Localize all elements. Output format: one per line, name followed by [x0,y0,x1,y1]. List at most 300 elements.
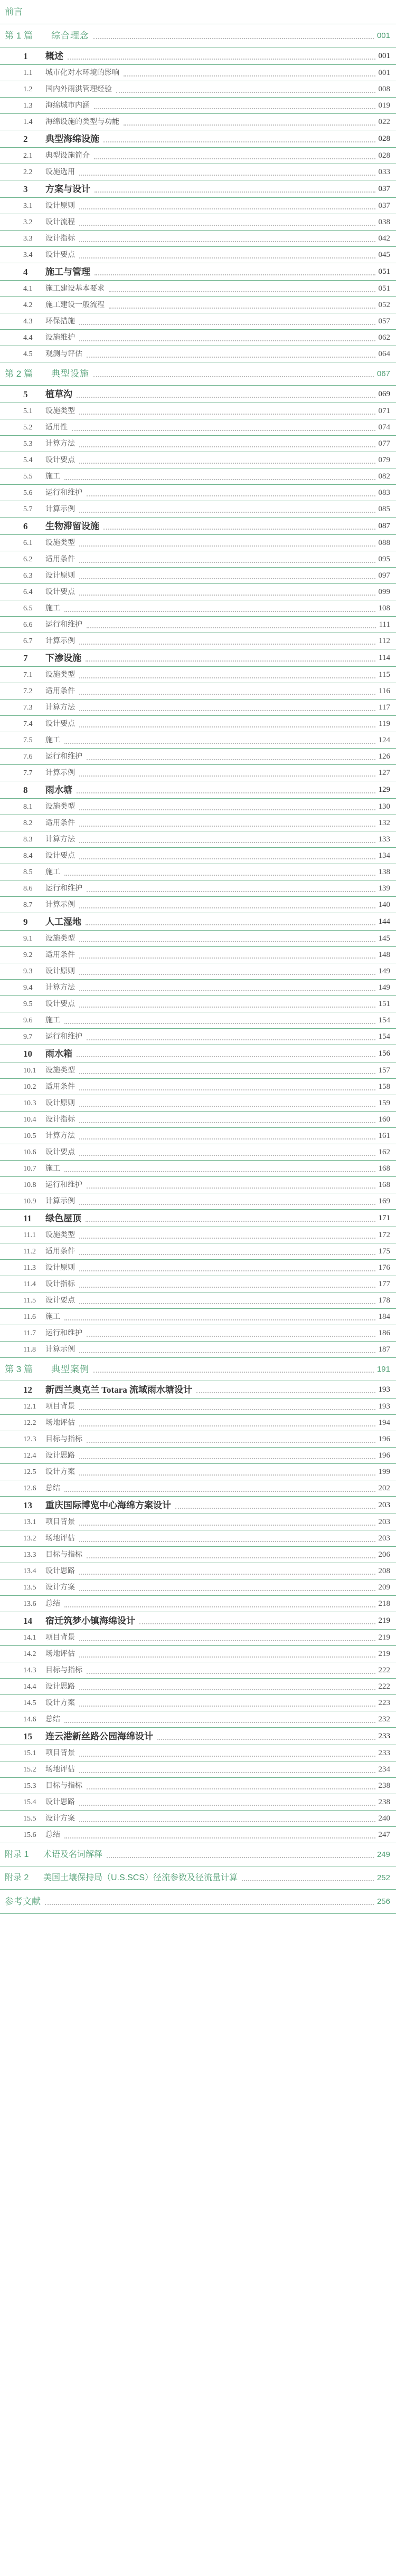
toc-section-row[interactable] [0,1342,396,1358]
section-number: 4.5 [23,350,33,358]
toc-section-row[interactable] [0,1276,396,1292]
page-number: 114 [379,654,390,663]
toc-section-row[interactable] [0,231,396,247]
dot-leader [77,1056,375,1057]
section-number: 2.2 [23,168,33,176]
page-number: 154 [378,1032,390,1041]
dot-leader [79,324,375,325]
dot-leader [79,858,375,859]
chapter-number: 3 [23,184,28,194]
page-number: 097 [378,571,390,580]
toc-section-row[interactable] [0,831,396,848]
section-number: 14.6 [23,1715,36,1723]
section-number: 8.7 [23,901,33,909]
section-number: 5.2 [23,423,33,432]
section-title: 设计指标 [45,1280,75,1288]
section-number: 15.3 [23,1782,36,1790]
toc-section-row[interactable] [0,1029,396,1045]
section-title: 总结 [45,1600,60,1608]
section-number: 10.1 [23,1066,36,1075]
section-title: 典型设施简介 [45,151,90,160]
page-number: 223 [378,1699,390,1708]
dot-leader [79,1303,375,1304]
toc-chapter-row[interactable] [0,47,396,65]
toc-section-row[interactable] [0,633,396,649]
section-number: 13.6 [23,1600,36,1608]
toc-section-row[interactable] [0,815,396,831]
toc-section-row[interactable] [0,1695,396,1711]
toc-chapter-row[interactable] [0,913,396,931]
page-number: 139 [378,884,390,893]
chapter-title: 重庆国际博览中心海绵方案设计 [45,1500,171,1510]
section-title: 设计原则 [45,967,75,975]
section-title: 适用条件 [45,951,75,959]
toc-section-row[interactable] [0,1128,396,1144]
page-number: 157 [378,1066,390,1075]
chapter-number: 15 [23,1731,32,1741]
toc-section-row[interactable] [0,1646,396,1662]
page-number: 083 [378,489,390,497]
toc-section-row[interactable] [0,1431,396,1448]
part-title: 综合理念 [51,31,89,41]
dot-leader [68,59,375,60]
dot-leader [79,710,375,711]
page-number: 203 [378,1518,390,1527]
toc-section-row[interactable] [0,1579,396,1596]
section-number: 5.5 [23,472,33,481]
section-number: 14.5 [23,1699,36,1707]
section-title: 设施类型 [45,407,75,415]
toc-section-row[interactable] [0,452,396,468]
section-number: 9.4 [23,983,33,992]
toc-section-row[interactable] [0,403,396,419]
page-number: 171 [378,1214,390,1223]
dot-leader [64,743,375,744]
page-number: 038 [378,218,390,227]
section-number: 9.1 [23,934,33,943]
toc-section-row[interactable] [0,468,396,485]
toc-section-row[interactable] [0,799,396,815]
dot-leader [79,1122,375,1123]
dot-leader [79,1352,375,1353]
page-number: 145 [378,934,390,943]
toc-section-row[interactable] [0,1292,396,1309]
toc-section-row[interactable] [0,1811,396,1827]
toc-section-row[interactable] [0,1095,396,1112]
toc-section-row[interactable] [0,1563,396,1579]
dot-leader [72,430,375,431]
toc-section-row[interactable] [0,1745,396,1761]
section-number: 4.4 [23,333,33,342]
toc-section-row[interactable] [0,501,396,518]
section-number: 10.4 [23,1115,36,1124]
section-number: 12.6 [23,1484,36,1492]
toc-section-row[interactable] [0,1547,396,1563]
references-title: 参考文献 [5,1897,41,1907]
toc-section-row[interactable] [0,1079,396,1095]
page-number: 187 [378,1345,390,1354]
toc-chapter-row[interactable] [0,649,396,667]
preface-title: 前言 [5,7,23,17]
toc-section-row[interactable] [0,848,396,864]
section-number: 8.2 [23,819,33,827]
toc-section-row[interactable] [0,963,396,980]
page-number: 194 [378,1419,390,1428]
section-title: 适用条件 [45,819,75,827]
section-title: 运行和维护 [45,1181,82,1189]
toc-section-row[interactable] [0,947,396,963]
chapter-title: 概述 [45,51,63,61]
toc-section-row[interactable] [0,419,396,436]
section-number: 5.4 [23,456,33,464]
page-number: 209 [378,1583,390,1592]
toc-chapter-row[interactable] [0,1497,396,1514]
toc-section-row[interactable] [0,1448,396,1464]
toc-section-row[interactable] [0,1464,396,1480]
page-number: 079 [378,456,390,465]
page-number: 256 [376,1897,390,1906]
toc-section-row[interactable] [0,1012,396,1029]
section-number: 10.3 [23,1099,36,1107]
page-number: 001 [378,69,390,78]
toc-chapter-row[interactable] [0,1381,396,1399]
section-title: 设计原则 [45,1099,75,1107]
page-number: 112 [379,637,390,646]
section-number: 6.4 [23,588,33,596]
dot-leader [77,792,375,793]
toc-section-row[interactable] [0,931,396,947]
section-title: 运行和维护 [45,489,82,497]
page-number: 169 [378,1197,390,1206]
page-number: 219 [378,1633,390,1642]
toc-section-row[interactable] [0,765,396,781]
dot-leader [79,694,375,695]
toc-section-row[interactable] [0,1062,396,1079]
page-number: 151 [378,1000,390,1009]
page-number: 186 [378,1329,390,1338]
page-number: 234 [378,1765,390,1774]
section-title: 设施类型 [45,539,75,547]
toc-section-row[interactable] [0,164,396,180]
chapter-title: 连云港新丝路公园海绵设计 [45,1731,153,1741]
toc-section-row[interactable] [0,1596,396,1612]
toc-section-row[interactable] [0,1243,396,1260]
toc-section-row[interactable] [0,716,396,732]
section-number: 15.2 [23,1765,36,1774]
toc-section-row[interactable] [0,1161,396,1177]
toc-section-row[interactable] [0,1778,396,1794]
toc-section-row[interactable] [0,1662,396,1679]
chapter-title: 新西兰奥克兰 Totara 流域雨水塘设计 [45,1384,192,1395]
toc-appendix-row[interactable] [0,1843,396,1866]
page-number: 219 [378,1616,390,1625]
dot-leader [79,1474,375,1476]
toc-section-row[interactable] [0,313,396,330]
row-divider [0,1913,396,1914]
section-title: 项目背景 [45,1749,75,1757]
page-number: 196 [378,1451,390,1460]
toc-refs-row[interactable] [0,1890,396,1914]
section-title: 计算方法 [45,983,75,992]
section-title: 设计要点 [45,251,75,259]
toc-section-row[interactable] [0,1630,396,1646]
dot-leader [79,957,375,959]
section-title: 适用条件 [45,555,75,563]
toc-section-row[interactable] [0,281,396,297]
toc-appendix-row[interactable] [0,1866,396,1890]
toc-section-row[interactable] [0,1530,396,1547]
toc-section-row[interactable] [0,1193,396,1210]
page-number: 233 [378,1732,390,1741]
toc-section-row[interactable] [0,667,396,683]
toc-chapter-row[interactable] [0,180,396,198]
toc-chapter-row[interactable] [0,1210,396,1227]
section-title: 设计要点 [45,720,75,728]
toc-section-row[interactable] [0,617,396,633]
dot-leader [94,108,375,109]
dot-leader [45,1904,374,1905]
dot-leader [124,125,375,126]
page-number: 052 [378,301,390,310]
dot-leader [79,941,375,942]
toc-section-row[interactable] [0,732,396,749]
dot-leader [79,1756,375,1757]
dot-leader [79,1689,375,1690]
dot-leader [175,1508,375,1509]
chapter-number: 13 [23,1500,32,1510]
chapter-number: 4 [23,266,28,277]
section-title: 适用条件 [45,1083,75,1091]
page-number: 175 [378,1247,390,1256]
toc-section-row[interactable] [0,1794,396,1811]
toc-part-row[interactable] [0,1358,396,1381]
section-title: 观测与评估 [45,350,82,358]
section-number: 10.9 [23,1197,36,1205]
section-title: 设计要点 [45,1000,75,1008]
toc-chapter-row[interactable] [0,1612,396,1630]
page-number: 099 [378,588,390,597]
toc-part-row[interactable] [0,24,396,47]
appendix-title: 美国土壤保持局（U.S.SCS）径流参数及径流量计算 [43,1873,238,1883]
toc-section-row[interactable] [0,114,396,130]
toc-section-row[interactable] [0,897,396,913]
page-number: 208 [378,1567,390,1576]
dot-leader [87,1188,375,1189]
chapter-number: 9 [23,916,28,927]
section-number: 11.2 [23,1247,36,1256]
section-title: 施工建设基本要求 [45,284,105,293]
section-title: 设计方案 [45,1468,75,1476]
page-number: 177 [378,1280,390,1289]
chapter-title: 雨水塘 [45,784,72,795]
toc-chapter-row[interactable] [0,386,396,403]
chapter-title: 人工湿地 [45,916,81,927]
toc-section-row[interactable] [0,330,396,346]
toc-section-row[interactable] [0,1227,396,1243]
page-number: 116 [379,687,390,696]
chapter-number: 14 [23,1615,32,1626]
section-number: 7.3 [23,703,33,712]
section-number: 9.5 [23,1000,33,1008]
toc-section-row[interactable] [0,214,396,231]
section-title: 设计流程 [45,218,75,226]
toc-section-row[interactable] [0,198,396,214]
toc-section-row[interactable] [0,148,396,164]
dot-leader [139,1623,375,1624]
toc-section-row[interactable] [0,1399,396,1415]
page-number: 129 [378,786,390,794]
toc-section-row[interactable] [0,1711,396,1728]
section-title: 场地评估 [45,1534,75,1543]
section-title: 计算示例 [45,1345,75,1354]
section-number: 13.2 [23,1534,36,1543]
toc-section-row[interactable] [0,535,396,551]
dot-leader [79,907,375,908]
toc-section-row[interactable] [0,98,396,114]
section-number: 1.2 [23,85,33,93]
toc-section-row[interactable] [0,1514,396,1530]
section-title: 国内外雨洪管理经验 [45,85,112,93]
section-number: 3.2 [23,218,33,226]
toc-section-row[interactable] [0,1679,396,1695]
page-number: 159 [378,1099,390,1108]
toc-section-row[interactable] [0,1827,396,1843]
page-number: 249 [376,1850,390,1859]
dot-leader [64,479,375,480]
dot-leader [79,809,375,810]
toc-chapter-row[interactable] [0,130,396,148]
page-number: 193 [378,1402,390,1411]
dot-leader [64,611,375,612]
dot-leader [79,414,375,415]
toc-section-row[interactable] [0,749,396,765]
section-number: 7.1 [23,671,33,679]
toc-section-row[interactable] [0,600,396,617]
section-number: 12.3 [23,1435,36,1443]
dot-leader [79,257,375,258]
page-number: 087 [378,522,390,531]
toc-section-row[interactable] [0,551,396,568]
page-number: 154 [378,1016,390,1025]
section-title: 场地评估 [45,1650,75,1658]
section-number: 12.5 [23,1468,36,1476]
section-title: 运行和维护 [45,884,82,893]
page-number: 127 [378,769,390,778]
toc-section-row[interactable] [0,980,396,996]
toc-section-row[interactable] [0,1415,396,1431]
dot-leader [79,1409,375,1410]
toc-section-row[interactable] [0,1112,396,1128]
chapter-title: 雨水箱 [45,1048,72,1059]
dot-leader [79,512,375,513]
section-number: 8.6 [23,884,33,893]
toc-section-row[interactable] [0,1480,396,1497]
section-number: 15.6 [23,1831,36,1839]
dot-leader [79,578,375,579]
toc-section-row[interactable] [0,297,396,313]
dot-leader [95,191,375,193]
dot-leader [79,463,375,464]
toc-section-row[interactable] [0,880,396,897]
toc-chapter-row[interactable] [0,263,396,281]
page-number: 022 [378,118,390,127]
toc-section-row[interactable] [0,1309,396,1325]
section-title: 适用条件 [45,687,75,695]
toc-chapter-row[interactable] [0,1045,396,1062]
chapter-title: 生物滞留设施 [45,521,99,531]
page-number: 222 [378,1666,390,1675]
page-number: 240 [378,1814,390,1823]
section-number: 7.5 [23,736,33,744]
page-number: 019 [378,101,390,110]
dot-leader [79,1640,375,1641]
chapter-number: 12 [23,1384,32,1395]
toc-chapter-row[interactable] [0,518,396,535]
toc-section-row[interactable] [0,683,396,700]
section-title: 目标与指标 [45,1550,82,1559]
section-number: 9.6 [23,1016,33,1024]
dot-leader [79,644,375,645]
dot-leader [79,1805,375,1806]
toc-section-row[interactable] [0,996,396,1012]
toc-section-row[interactable] [0,436,396,452]
dot-leader [86,924,375,925]
section-number: 12.2 [23,1419,36,1427]
section-title: 施工 [45,1164,60,1173]
section-number: 14.4 [23,1682,36,1691]
toc-section-row[interactable] [0,1325,396,1342]
page-number: 117 [379,703,390,712]
toc-front-row[interactable] [0,0,396,24]
page-number: 196 [378,1435,390,1444]
dot-leader [64,1606,375,1607]
toc-chapter-row[interactable] [0,781,396,799]
dot-leader [93,376,374,377]
section-title: 设施类型 [45,934,75,943]
chapter-number: 8 [23,784,28,795]
section-number: 11.5 [23,1296,36,1305]
section-number: 7.7 [23,769,33,777]
part-number: 第 1 篇 [5,31,33,41]
toc-section-row[interactable] [0,584,396,600]
toc-section-row[interactable] [0,81,396,98]
toc-section-row[interactable] [0,864,396,880]
toc-section-row[interactable] [0,1761,396,1778]
section-number: 14.3 [23,1666,36,1674]
toc-section-row[interactable] [0,1177,396,1193]
dot-leader [95,274,375,275]
toc-section-row[interactable] [0,65,396,81]
section-title: 计算示例 [45,901,75,909]
toc-section-row[interactable] [0,700,396,716]
section-number: 9.7 [23,1032,33,1041]
dot-leader [109,291,375,292]
page-number: 082 [378,472,390,481]
toc-section-row[interactable] [0,485,396,501]
section-title: 计算示例 [45,637,75,645]
toc-section-row[interactable] [0,247,396,263]
toc-section-row[interactable] [0,1260,396,1276]
toc-section-row[interactable] [0,346,396,362]
toc-section-row[interactable] [0,1144,396,1161]
toc-part-row[interactable] [0,362,396,386]
dot-leader [79,1525,375,1526]
toc-chapter-row[interactable] [0,1728,396,1745]
section-title: 场地评估 [45,1419,75,1427]
section-title: 项目背景 [45,1402,75,1411]
toc-section-row[interactable] [0,568,396,584]
section-title: 设计要点 [45,851,75,860]
